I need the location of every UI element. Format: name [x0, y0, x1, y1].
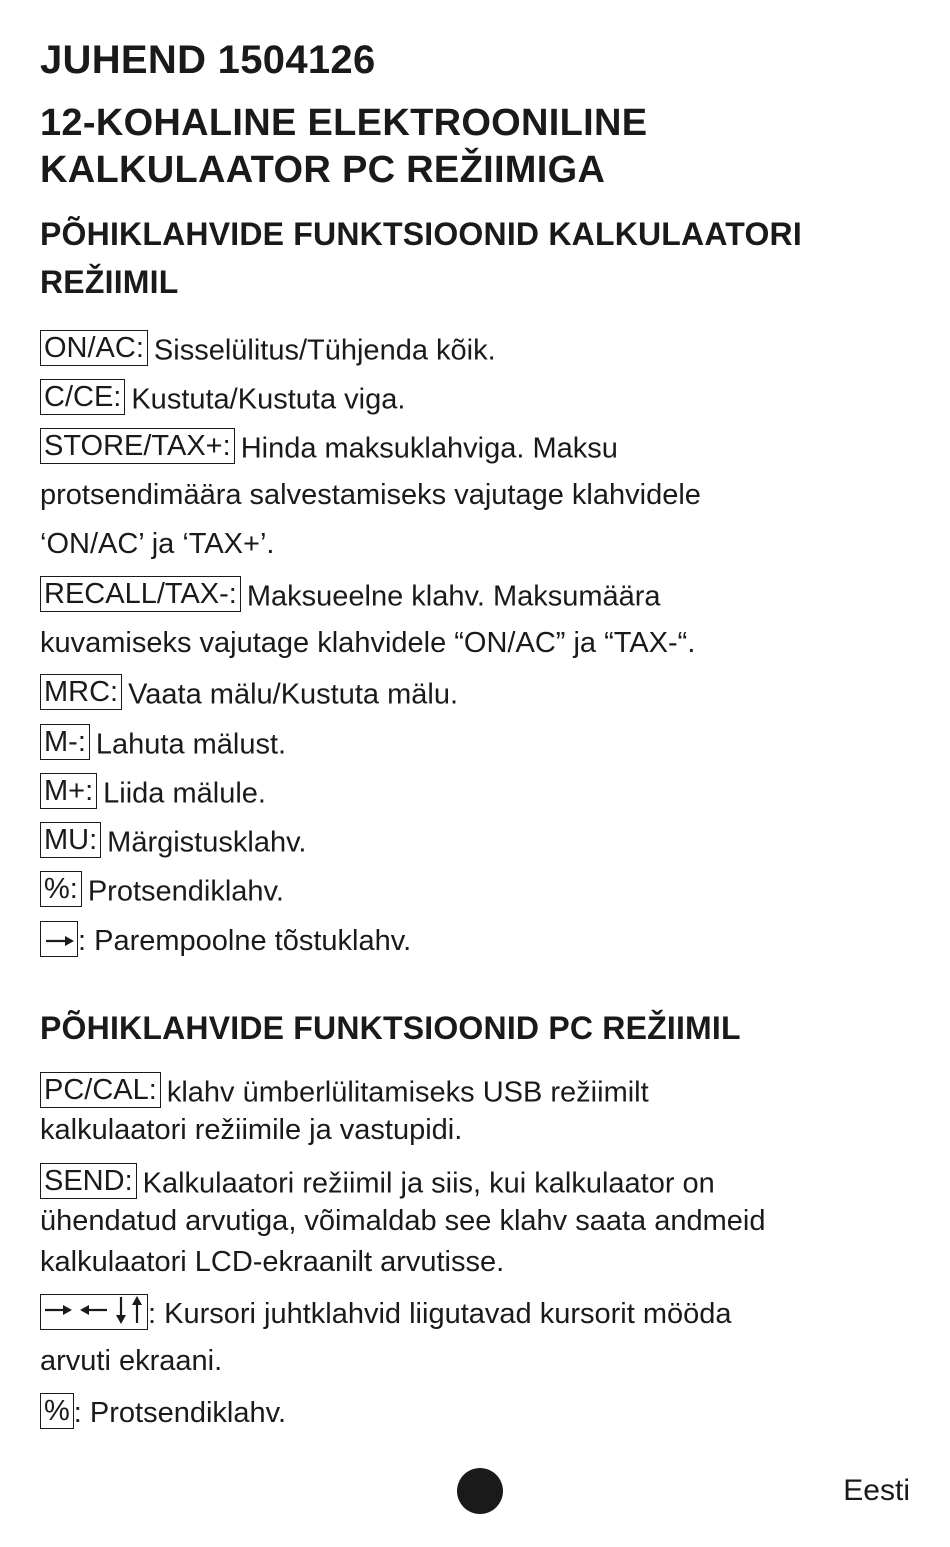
key-label: % [40, 1393, 74, 1429]
key-description: klahv ümberlülitamiseks USB režiimilt [166, 1076, 649, 1109]
key-description: Kalkulaatori režiimil ja siis, kui kalkulaator on [142, 1167, 715, 1200]
key-entry-mrc [40, 674, 920, 713]
key-description: Sisselülitus/Tühjenda kõik. [153, 334, 496, 367]
key-description-line-3: ‘ON/AC’ ja ‘TAX+’. [40, 528, 275, 560]
key-description: Protsendiklahv. [87, 875, 284, 908]
section-heading-line-1: PÕHIKLAHVIDE FUNKTSIOONID KALKULAATORI [40, 216, 802, 252]
key-entry-mu [40, 822, 920, 861]
key-entry-pc-cal [40, 1072, 920, 1150]
key-entry-recall-tax [40, 576, 920, 668]
key-description: : Kursori juhtklahvid liigutavad kursorit mööda [148, 1298, 732, 1331]
section-heading-line-2: REŽIIMIL [40, 264, 179, 300]
key-description: Vaata mälu/Kustuta mälu. [128, 678, 459, 711]
key-label: PC/CAL: [40, 1072, 161, 1108]
key-label: RECALL/TAX-: [40, 576, 241, 612]
key-entry-percent [40, 871, 920, 910]
key-description-line-2: protsendimäära salvestamiseks vajutage klahvidele [40, 479, 701, 511]
key-entry-c-ce [40, 379, 920, 418]
key-entry-percent-pc [40, 1393, 920, 1432]
key-entry-cursor-keys [40, 1294, 920, 1386]
key-label: STORE/TAX+: [40, 428, 235, 464]
section-heading-pc: PÕHIKLAHVIDE FUNKTSIOONID PC REŽIIMIL [40, 1010, 741, 1046]
key-description-line-3: kalkulaatori LCD-ekraanilt arvutisse. [40, 1246, 505, 1278]
page-marker-dot [457, 1468, 503, 1514]
key-description: Märgistusklahv. [107, 826, 307, 859]
language-label: Eesti [843, 1474, 910, 1507]
key-label: MU: [40, 822, 101, 858]
key-label: MRC: [40, 674, 122, 710]
key-description-line-2: ühendatud arvutiga, võimaldab see klahv saata andmeid [40, 1205, 766, 1237]
key-description: : Protsendiklahv. [73, 1397, 287, 1430]
key-entry-right-shift [40, 921, 920, 960]
key-description-line-2: kalkulaatori režiimile ja vastupidi. [40, 1114, 463, 1146]
key-entry-m-minus [40, 724, 920, 763]
key-entry-store-tax [40, 428, 920, 569]
key-entry-on-ac [40, 330, 920, 369]
doc-title-line-1: 12-KOHALINE ELEKTROONILINE [40, 102, 648, 144]
key-description: Hinda maksuklahviga. Maksu [240, 432, 618, 465]
key-description: : Parempoolne tõstuklahv. [78, 925, 412, 958]
key-entry-m-plus [40, 773, 920, 812]
key-description-line-2: arvuti ekraani. [40, 1345, 223, 1377]
doc-number: JUHEND 1504126 [40, 38, 376, 82]
cursor-arrows-icon [40, 1294, 148, 1330]
doc-title-line-2: KALKULAATOR PC REŽIIMIGA [40, 149, 606, 191]
key-label: SEND: [40, 1163, 137, 1199]
key-label: M-: [40, 724, 90, 760]
key-description: Liida mälule. [103, 777, 266, 810]
key-label: M+: [40, 773, 97, 809]
section-heading-calculator [40, 210, 802, 306]
key-description: Lahuta mälust. [95, 728, 287, 761]
doc-title [40, 100, 647, 194]
key-label: ON/AC: [40, 330, 148, 366]
key-label: C/CE: [40, 379, 125, 415]
key-description: Maksueelne klahv. Maksumäära [246, 580, 661, 613]
key-label: %: [40, 871, 82, 907]
key-description: Kustuta/Kustuta viga. [131, 383, 406, 416]
right-arrow-icon [40, 921, 78, 957]
key-entry-send [40, 1163, 920, 1283]
key-description-line-2: kuvamiseks vajutage klahvidele “ON/AC” ja “TAX-“. [40, 627, 696, 659]
